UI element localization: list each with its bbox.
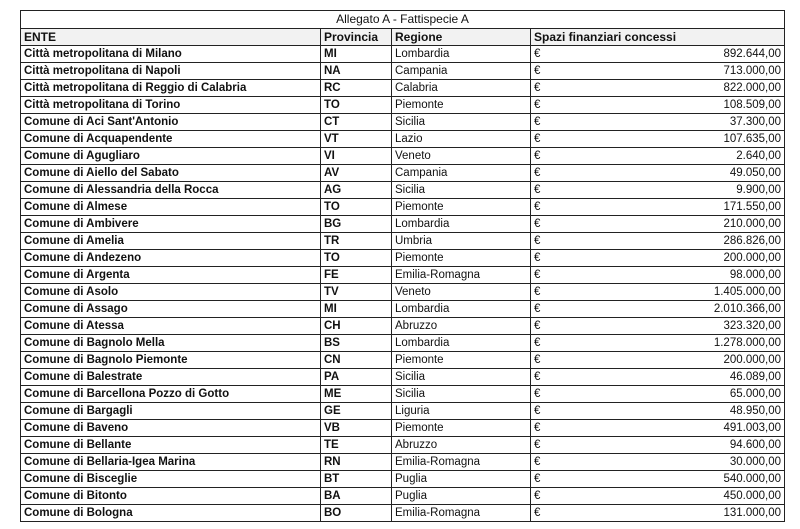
cell-regione: Lombardia: [392, 335, 531, 352]
table-row: [21, 437, 785, 454]
amount-wrapper: [534, 250, 781, 266]
currency-symbol: €: [534, 388, 541, 400]
cell-provincia: CH: [321, 318, 392, 335]
cell-spazi: [531, 63, 785, 80]
amount-wrapper: [534, 488, 781, 504]
table-row: [21, 131, 785, 148]
cell-ente: Comune di Bagnolo Mella: [21, 335, 321, 352]
cell-ente: Comune di Andezeno: [21, 250, 321, 267]
cell-provincia: MI: [321, 301, 392, 318]
cell-regione: Sicilia: [392, 386, 531, 403]
amount-wrapper: [534, 369, 781, 385]
cell-regione: Emilia-Romagna: [392, 505, 531, 522]
amount-value: 200.000,00: [723, 354, 781, 366]
cell-ente: Comune di Balestrate: [21, 369, 321, 386]
amount-value: 2.010.366,00: [713, 303, 781, 315]
cell-provincia: VT: [321, 131, 392, 148]
cell-provincia: BO: [321, 505, 392, 522]
amount-wrapper: [534, 182, 781, 198]
cell-spazi: [531, 131, 785, 148]
currency-symbol: €: [534, 269, 541, 281]
header-regione: Regione: [392, 29, 531, 46]
table-row: [21, 165, 785, 182]
table-row: [21, 301, 785, 318]
table-row: [21, 403, 785, 420]
cell-spazi: [531, 454, 785, 471]
cell-ente: Città metropolitana di Reggio di Calabria: [21, 80, 321, 97]
amount-value: 65.000,00: [729, 388, 781, 400]
currency-symbol: €: [534, 150, 541, 162]
cell-ente: Comune di Bagnolo Piemonte: [21, 352, 321, 369]
amount-wrapper: [534, 284, 781, 300]
table-row: [21, 46, 785, 63]
cell-regione: Umbria: [392, 233, 531, 250]
cell-provincia: RN: [321, 454, 392, 471]
cell-spazi: [531, 403, 785, 420]
cell-spazi: [531, 114, 785, 131]
table-row: [21, 471, 785, 488]
amount-wrapper: [534, 471, 781, 487]
cell-regione: Sicilia: [392, 369, 531, 386]
currency-symbol: €: [534, 490, 541, 502]
amount-wrapper: [534, 352, 781, 368]
amount-wrapper: [534, 386, 781, 402]
amount-wrapper: [534, 148, 781, 164]
amount-wrapper: [534, 420, 781, 436]
table-row: [21, 97, 785, 114]
table-row: [21, 386, 785, 403]
table-row: [21, 182, 785, 199]
allegato-table: [20, 10, 785, 522]
cell-ente: Comune di Bologna: [21, 505, 321, 522]
amount-wrapper: [534, 46, 781, 62]
cell-spazi: [531, 182, 785, 199]
cell-spazi: [531, 420, 785, 437]
amount-wrapper: [534, 80, 781, 96]
cell-regione: Lombardia: [392, 46, 531, 63]
cell-provincia: TO: [321, 250, 392, 267]
cell-spazi: [531, 301, 785, 318]
cell-spazi: [531, 80, 785, 97]
amount-value: 98.000,00: [729, 269, 781, 281]
cell-ente: Comune di Assago: [21, 301, 321, 318]
cell-ente: Città metropolitana di Milano: [21, 46, 321, 63]
cell-spazi: [531, 437, 785, 454]
amount-value: 108.509,00: [723, 99, 781, 111]
table-row: [21, 420, 785, 437]
currency-symbol: €: [534, 439, 541, 451]
currency-symbol: €: [534, 184, 541, 196]
table-row: [21, 284, 785, 301]
cell-provincia: RC: [321, 80, 392, 97]
cell-regione: Campania: [392, 165, 531, 182]
amount-value: 9.900,00: [736, 184, 781, 196]
amount-wrapper: [534, 233, 781, 249]
table-row: [21, 63, 785, 80]
cell-ente: Città metropolitana di Torino: [21, 97, 321, 114]
cell-spazi: [531, 233, 785, 250]
currency-symbol: €: [534, 218, 541, 230]
cell-spazi: [531, 335, 785, 352]
amount-wrapper: [534, 403, 781, 419]
cell-regione: Calabria: [392, 80, 531, 97]
amount-value: 37.300,00: [729, 116, 781, 128]
amount-value: 30.000,00: [729, 456, 781, 468]
amount-value: 822.000,00: [723, 82, 781, 94]
amount-wrapper: [534, 267, 781, 283]
amount-value: 540.000,00: [723, 473, 781, 485]
cell-ente: Comune di Almese: [21, 199, 321, 216]
document-page: [20, 10, 784, 522]
cell-spazi: [531, 318, 785, 335]
cell-regione: Emilia-Romagna: [392, 267, 531, 284]
cell-ente: Comune di Argenta: [21, 267, 321, 284]
amount-value: 450.000,00: [723, 490, 781, 502]
cell-provincia: TV: [321, 284, 392, 301]
amount-wrapper: [534, 131, 781, 147]
cell-spazi: [531, 267, 785, 284]
amount-value: 1.405.000,00: [713, 286, 781, 298]
cell-provincia: PA: [321, 369, 392, 386]
currency-symbol: €: [534, 320, 541, 332]
cell-provincia: NA: [321, 63, 392, 80]
cell-ente: Comune di Acquapendente: [21, 131, 321, 148]
cell-regione: Abruzzo: [392, 437, 531, 454]
currency-symbol: €: [534, 371, 541, 383]
table-row: [21, 250, 785, 267]
cell-regione: Emilia-Romagna: [392, 454, 531, 471]
cell-spazi: [531, 505, 785, 522]
cell-ente: Comune di Agugliaro: [21, 148, 321, 165]
table-row: [21, 216, 785, 233]
cell-regione: Sicilia: [392, 182, 531, 199]
cell-ente: Comune di Bellaria-Igea Marina: [21, 454, 321, 471]
amount-value: 1.278.000,00: [713, 337, 781, 349]
amount-value: 286.826,00: [723, 235, 781, 247]
cell-provincia: TO: [321, 97, 392, 114]
cell-ente: Comune di Baveno: [21, 420, 321, 437]
currency-symbol: €: [534, 116, 541, 128]
table-row: [21, 114, 785, 131]
amount-wrapper: [534, 97, 781, 113]
cell-provincia: FE: [321, 267, 392, 284]
cell-regione: Piemonte: [392, 250, 531, 267]
amount-value: 210.000,00: [723, 218, 781, 230]
currency-symbol: €: [534, 286, 541, 298]
cell-ente: Comune di Alessandria della Rocca: [21, 182, 321, 199]
cell-provincia: AG: [321, 182, 392, 199]
currency-symbol: €: [534, 133, 541, 145]
cell-provincia: VB: [321, 420, 392, 437]
cell-spazi: [531, 165, 785, 182]
currency-symbol: €: [534, 252, 541, 264]
cell-regione: Piemonte: [392, 420, 531, 437]
cell-provincia: CN: [321, 352, 392, 369]
amount-value: 200.000,00: [723, 252, 781, 264]
amount-value: 892.644,00: [723, 48, 781, 60]
table-row: [21, 454, 785, 471]
cell-provincia: CT: [321, 114, 392, 131]
table-row: [21, 488, 785, 505]
cell-ente: Comune di Bitonto: [21, 488, 321, 505]
table-row: [21, 267, 785, 284]
amount-wrapper: [534, 165, 781, 181]
cell-spazi: [531, 386, 785, 403]
amount-wrapper: [534, 199, 781, 215]
currency-symbol: €: [534, 201, 541, 213]
cell-regione: Sicilia: [392, 114, 531, 131]
cell-regione: Lazio: [392, 131, 531, 148]
amount-wrapper: [534, 216, 781, 232]
amount-value: 131.000,00: [723, 507, 781, 519]
amount-value: 323.320,00: [723, 320, 781, 332]
amount-wrapper: [534, 318, 781, 334]
cell-spazi: [531, 284, 785, 301]
cell-provincia: BA: [321, 488, 392, 505]
table-row: [21, 335, 785, 352]
cell-ente: Comune di Amelia: [21, 233, 321, 250]
cell-spazi: [531, 148, 785, 165]
cell-provincia: TR: [321, 233, 392, 250]
amount-value: 46.089,00: [729, 371, 781, 383]
table-row: [21, 148, 785, 165]
cell-regione: Veneto: [392, 148, 531, 165]
header-ente: ENTE: [21, 29, 321, 46]
cell-regione: Puglia: [392, 471, 531, 488]
table-row: [21, 80, 785, 97]
cell-spazi: [531, 97, 785, 114]
table-row: [21, 199, 785, 216]
amount-value: 94.600,00: [729, 439, 781, 451]
currency-symbol: €: [534, 82, 541, 94]
amount-value: 713.000,00: [723, 65, 781, 77]
cell-ente: Comune di Atessa: [21, 318, 321, 335]
amount-wrapper: [534, 114, 781, 130]
cell-provincia: AV: [321, 165, 392, 182]
cell-regione: Puglia: [392, 488, 531, 505]
cell-provincia: BT: [321, 471, 392, 488]
cell-regione: Abruzzo: [392, 318, 531, 335]
cell-ente: Comune di Barcellona Pozzo di Gotto: [21, 386, 321, 403]
currency-symbol: €: [534, 405, 541, 417]
cell-regione: Piemonte: [392, 199, 531, 216]
table-row: [21, 318, 785, 335]
cell-regione: Piemonte: [392, 352, 531, 369]
cell-regione: Lombardia: [392, 216, 531, 233]
amount-wrapper: [534, 437, 781, 453]
cell-spazi: [531, 352, 785, 369]
cell-provincia: MI: [321, 46, 392, 63]
cell-regione: Liguria: [392, 403, 531, 420]
cell-spazi: [531, 216, 785, 233]
cell-provincia: BG: [321, 216, 392, 233]
cell-regione: Piemonte: [392, 97, 531, 114]
currency-symbol: €: [534, 48, 541, 60]
currency-symbol: €: [534, 167, 541, 179]
currency-symbol: €: [534, 303, 541, 315]
cell-spazi: [531, 369, 785, 386]
currency-symbol: €: [534, 473, 541, 485]
cell-spazi: [531, 488, 785, 505]
table-title-row: [21, 11, 785, 29]
table-row: [21, 233, 785, 250]
amount-value: 171.550,00: [723, 201, 781, 213]
cell-regione: Veneto: [392, 284, 531, 301]
currency-symbol: €: [534, 337, 541, 349]
amount-wrapper: [534, 505, 781, 521]
amount-wrapper: [534, 454, 781, 470]
table-row: [21, 505, 785, 522]
amount-value: 49.050,00: [729, 167, 781, 179]
header-spazi: Spazi finanziari concessi: [531, 29, 785, 46]
cell-regione: Campania: [392, 63, 531, 80]
currency-symbol: €: [534, 422, 541, 434]
currency-symbol: €: [534, 65, 541, 77]
cell-spazi: [531, 471, 785, 488]
cell-provincia: TO: [321, 199, 392, 216]
cell-provincia: GE: [321, 403, 392, 420]
cell-provincia: TE: [321, 437, 392, 454]
cell-spazi: [531, 199, 785, 216]
amount-value: 491.003,00: [723, 422, 781, 434]
cell-spazi: [531, 46, 785, 63]
currency-symbol: €: [534, 235, 541, 247]
cell-provincia: ME: [321, 386, 392, 403]
cell-ente: Comune di Aci Sant'Antonio: [21, 114, 321, 131]
cell-ente: Comune di Aiello del Sabato: [21, 165, 321, 182]
currency-symbol: €: [534, 507, 541, 519]
amount-wrapper: [534, 301, 781, 317]
currency-symbol: €: [534, 456, 541, 468]
table-row: [21, 352, 785, 369]
cell-spazi: [531, 250, 785, 267]
cell-ente: Comune di Bisceglie: [21, 471, 321, 488]
table-title: Allegato A - Fattispecie A: [21, 11, 785, 29]
amount-wrapper: [534, 335, 781, 351]
cell-ente: Comune di Bargagli: [21, 403, 321, 420]
currency-symbol: €: [534, 354, 541, 366]
currency-symbol: €: [534, 99, 541, 111]
cell-ente: Comune di Ambivere: [21, 216, 321, 233]
cell-provincia: BS: [321, 335, 392, 352]
amount-wrapper: [534, 63, 781, 79]
amount-value: 107.635,00: [723, 133, 781, 145]
cell-ente: Comune di Bellante: [21, 437, 321, 454]
cell-ente: Comune di Asolo: [21, 284, 321, 301]
cell-provincia: VI: [321, 148, 392, 165]
table-header-row: [21, 29, 785, 46]
header-provincia: Provincia: [321, 29, 392, 46]
cell-ente: Città metropolitana di Napoli: [21, 63, 321, 80]
table-row: [21, 369, 785, 386]
amount-value: 48.950,00: [729, 405, 781, 417]
amount-value: 2.640,00: [736, 150, 781, 162]
cell-regione: Lombardia: [392, 301, 531, 318]
